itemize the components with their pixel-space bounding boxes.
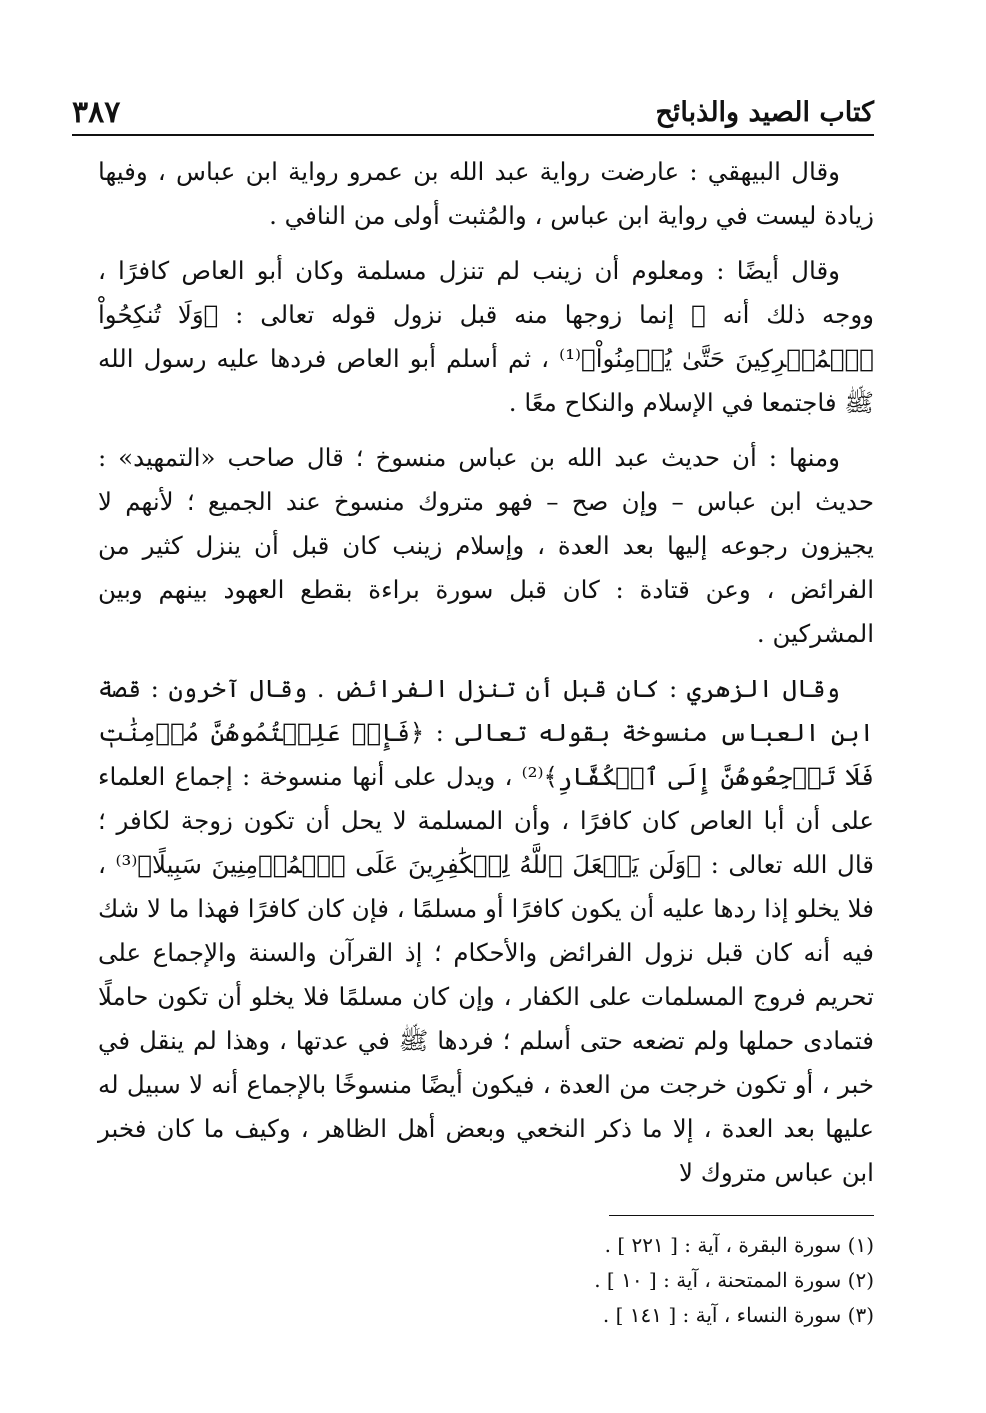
- chapter-title: كتاب الصيد والذبائح: [655, 97, 874, 128]
- page-number: ٣٨٧: [72, 95, 121, 130]
- footnote: (٢) سورة الممتحنة ، آية : [ ١٠ ] .: [594, 1268, 874, 1292]
- footnote: (١) سورة البقرة ، آية : [ ٢٢١ ] .: [604, 1233, 874, 1257]
- footnote: (٣) سورة النساء ، آية : [ ١٤١ ] .: [602, 1303, 874, 1327]
- footnotes: [98, 1228, 874, 1333]
- paragraph: وقال الزهري : كان قبل أن تنزل الفرائض . وقال آخرون : قصة ابن العباس منسوخة بقوله تعالى : ﴿فَإِنۡ عَلِمۡتُمُوهُنَّ مُؤۡمِنَٰتٖ فَلَا تَرۡجِعُوهُنَّ إِلَى ٱلۡكُفَّارِ﴾⁽²⁾ ، ويدل على أنها منسوخة : إجماع العلماء على أن أبا العاص كان كافرًا ، وأن المسلمة لا يحل أن تكون زوجة لكافر ؛ قال الله تعالى : ﴿وَلَن يَجۡعَلَ ٱللَّهُ لِلۡكَٰفِرِينَ عَلَى ٱلۡمُؤۡمِنِينَ سَبِيلًا﴾⁽³⁾ ، فلا يخلو إذا ردها عليه أن يكون كافرًا أو مسلمًا ، فإن كان كافرًا فهذا ما لا شك فيه أنه كان قبل نزول الفرائض والأحكام ؛ إذ القرآن والسنة والإجماع على تحريم فروج المسلمات على الكفار ، وإن كان مسلمًا فلا يخلو أن تكون حاملًا فتمادى حملها ولم تضعه حتى أسلم ؛ فردها ﷺ في عدتها ، وهذا لم ينقل في خبر ، أو تكون خرجت من العدة ، فيكون أيضًا منسوخًا بالإجماع أنه لا سبيل له عليها بعد العدة ، إلا ما ذكر النخعي وبعض أهل الظاهر ، وكيف ما كان فخبر ابن عباس متروك لا: [98, 674, 875, 1187]
- paragraph: وقال أيضًا : ومعلوم أن زينب لم تنزل مسلمة وكان أبو العاص كافرًا ، ووجه ذلك أنه ﷺ إنما زوجها منه قبل نزول قوله تعالى : ﴿وَلَا تُنكِحُواْ ٱلۡمُشۡرِكِينَ حَتَّىٰ يُؤۡمِنُواْ﴾⁽¹⁾ ، ثم أسلم أبو العاص فردها عليه رسول الله ﷺ فاجتمعا في الإسلام والنكاح معًا .: [98, 256, 874, 417]
- paragraph: ومنها : أن حديث عبد الله بن عباس منسوخ ؛ قال صاحب «التمهيد» : حديث ابن عباس – وإن صح – فهو متروك منسوخ عند الجميع ؛ لأنهم لا يجيزون رجوعه إليها بعد العدة ، وإسلام زينب كان قبل أن ينزل كثير من الفرائض ، وعن قتادة : كان قبل سورة براءة بقطع العهود بينهم وبين المشركين .: [98, 443, 874, 648]
- main-text: [98, 150, 874, 1206]
- running-header: [72, 84, 874, 136]
- footnote-separator: [609, 1215, 874, 1216]
- paragraph: وقال البيهقي : عارضت رواية عبد الله بن عمرو رواية ابن عباس ، وفيها زيادة ليست في رواية ابن عباس ، والمُثبت أولى من النافي .: [98, 157, 874, 230]
